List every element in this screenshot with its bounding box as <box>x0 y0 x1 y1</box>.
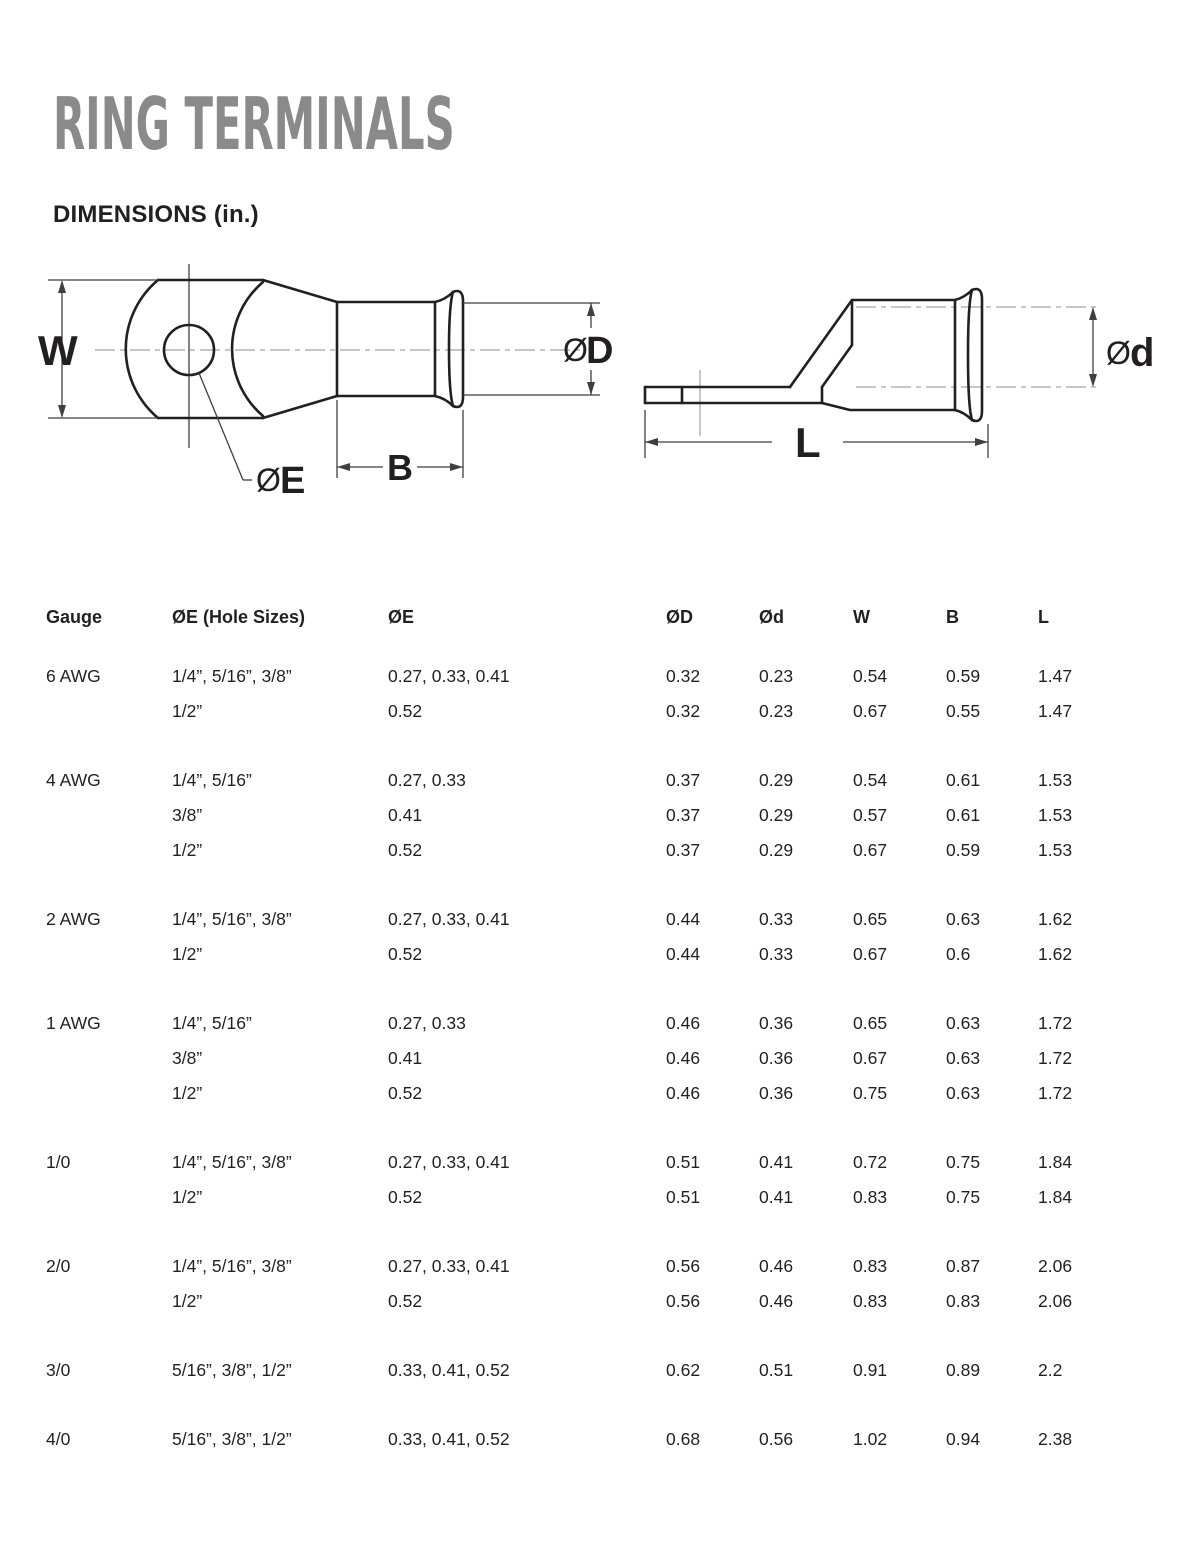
table-header-row <box>46 600 1196 635</box>
table-cell: 0.27, 0.33 <box>388 770 466 790</box>
gauge-group <box>46 1145 1196 1215</box>
table-cell: 0.56 <box>666 1256 701 1276</box>
table-header-cell: Gauge <box>46 607 103 627</box>
table-cell: 0.41 <box>388 1048 423 1068</box>
table-cell: 0.27, 0.33, 0.41 <box>388 666 510 686</box>
table-row <box>46 833 1196 868</box>
table-cell: 0.65 <box>853 1013 888 1033</box>
table-cell: 5/16”, 3/8”, 1/2” <box>172 1360 292 1380</box>
table-cell: 0.65 <box>853 909 888 929</box>
table-cell: 0.87 <box>946 1256 981 1276</box>
table-cell: 0.46 <box>759 1256 794 1276</box>
table-cell: 0.67 <box>853 701 888 721</box>
table-cell: 2.06 <box>1038 1256 1073 1276</box>
table-header-cell: B <box>946 607 959 627</box>
table-header-cell: ØD <box>666 607 693 627</box>
table-cell: 0.33 <box>759 909 794 929</box>
table-cell: 0.83 <box>853 1187 888 1207</box>
phi-symbol: Ø <box>1106 335 1131 371</box>
table-cell: 0.6 <box>946 944 971 964</box>
table-row <box>46 1284 1196 1319</box>
table-cell: 5/16”, 3/8”, 1/2” <box>172 1429 292 1449</box>
table-cell: 1.72 <box>1038 1083 1073 1103</box>
table-cell: 0.52 <box>388 701 423 721</box>
table-cell: 1.47 <box>1038 666 1073 686</box>
table-cell: 0.54 <box>853 770 888 790</box>
gauge-cell: 2 AWG <box>46 909 101 929</box>
table-cell: 1/4”, 5/16”, 3/8” <box>172 1256 292 1276</box>
table-cell: 0.75 <box>853 1083 888 1103</box>
table-cell: 0.59 <box>946 666 981 686</box>
table-row <box>46 694 1196 729</box>
table-cell: 0.83 <box>946 1291 981 1311</box>
gauge-group <box>46 1353 1196 1388</box>
hole-dimension-label: E <box>280 460 306 502</box>
table-cell: 0.51 <box>666 1187 701 1207</box>
section-heading: DIMENSIONS (in.) <box>53 201 259 228</box>
table-header-cell: ØE (Hole Sizes) <box>172 607 306 627</box>
table-spacer <box>46 635 1196 659</box>
table-cell: 0.51 <box>666 1152 701 1172</box>
table-cell: 0.94 <box>946 1429 981 1449</box>
table-cell: 1.53 <box>1038 840 1073 860</box>
table-cell: 3/8” <box>172 805 203 825</box>
table-cell: 0.67 <box>853 944 888 964</box>
l-dimension-label: L <box>795 419 821 466</box>
table-cell: 0.33, 0.41, 0.52 <box>388 1429 510 1449</box>
table-cell: 2.38 <box>1038 1429 1073 1449</box>
id-dimension-label: d <box>1130 331 1155 375</box>
gauge-group <box>46 763 1196 868</box>
table-cell: 0.41 <box>759 1187 794 1207</box>
table-cell: 0.61 <box>946 770 981 790</box>
gauge-cell: 3/0 <box>46 1360 71 1380</box>
table-row <box>46 1041 1196 1076</box>
table-header-cell: ØE <box>388 607 415 627</box>
table-cell: 0.44 <box>666 909 701 929</box>
gauge-cell: 2/0 <box>46 1256 71 1276</box>
table-cell: 0.23 <box>759 666 794 686</box>
table-cell: 0.72 <box>853 1152 888 1172</box>
table-row <box>46 798 1196 833</box>
phi-symbol: Ø <box>256 462 281 498</box>
table-cell: 0.63 <box>946 1013 981 1033</box>
table-cell: 0.36 <box>759 1013 794 1033</box>
od-dimension-label: D <box>586 330 614 372</box>
table-cell: 1.02 <box>853 1429 888 1449</box>
table-cell: 1.53 <box>1038 805 1073 825</box>
table-cell: 0.68 <box>666 1429 701 1449</box>
gauge-group <box>46 1006 1196 1111</box>
table-cell: 0.83 <box>853 1256 888 1276</box>
table-cell: 1.47 <box>1038 701 1073 721</box>
table-cell: 0.89 <box>946 1360 981 1380</box>
table-row <box>46 659 1196 694</box>
table-cell: 0.37 <box>666 770 701 790</box>
table-row <box>46 902 1196 937</box>
table-cell: 0.33, 0.41, 0.52 <box>388 1360 510 1380</box>
gauge-group <box>46 1422 1196 1457</box>
w-dimension-label: W <box>38 327 78 374</box>
table-cell: 0.52 <box>388 840 423 860</box>
table-cell: 3/8” <box>172 1048 203 1068</box>
table-cell: 0.46 <box>666 1013 701 1033</box>
table-cell: 0.27, 0.33, 0.41 <box>388 909 510 929</box>
table-cell: 1/4”, 5/16”, 3/8” <box>172 666 292 686</box>
table-row <box>46 937 1196 972</box>
table-cell: 2.06 <box>1038 1291 1073 1311</box>
table-cell: 1/2” <box>172 1291 203 1311</box>
gauge-cell: 1/0 <box>46 1152 71 1172</box>
gauge-cell: 6 AWG <box>46 666 101 686</box>
table-cell: 0.46 <box>666 1083 701 1103</box>
gauge-group <box>46 902 1196 972</box>
table-header-cell: W <box>853 607 870 627</box>
table-row <box>46 1145 1196 1180</box>
table-cell: 0.63 <box>946 909 981 929</box>
table-cell: 0.29 <box>759 805 794 825</box>
table-cell: 1.72 <box>1038 1048 1073 1068</box>
table-cell: 0.37 <box>666 840 701 860</box>
table-cell: 0.29 <box>759 770 794 790</box>
table-row <box>46 1006 1196 1041</box>
table-cell: 2.2 <box>1038 1360 1063 1380</box>
table-body <box>46 659 1196 1457</box>
table-row <box>46 1180 1196 1215</box>
table-cell: 0.91 <box>853 1360 888 1380</box>
table-cell: 0.52 <box>388 1187 423 1207</box>
table-header-cell: L <box>1038 607 1049 627</box>
table-cell: 0.63 <box>946 1048 981 1068</box>
table-cell: 0.55 <box>946 701 981 721</box>
b-dimension-label: B <box>387 447 413 488</box>
table-row <box>46 1422 1196 1457</box>
table-cell: 0.67 <box>853 840 888 860</box>
gauge-cell: 1 AWG <box>46 1013 101 1033</box>
table-cell: 1/2” <box>172 1187 203 1207</box>
table-cell: 0.67 <box>853 1048 888 1068</box>
table-cell: 0.27, 0.33, 0.41 <box>388 1152 510 1172</box>
table-row <box>46 1249 1196 1284</box>
table-cell: 1.53 <box>1038 770 1073 790</box>
table-cell: 1/4”, 5/16” <box>172 1013 252 1033</box>
table-cell: 0.56 <box>666 1291 701 1311</box>
table-cell: 1.62 <box>1038 944 1073 964</box>
table-cell: 0.41 <box>388 805 423 825</box>
table-cell: 0.57 <box>853 805 888 825</box>
table-cell: 0.62 <box>666 1360 701 1380</box>
table-cell: 1/4”, 5/16” <box>172 770 252 790</box>
table-cell: 1/2” <box>172 840 203 860</box>
table-cell: 0.32 <box>666 701 701 721</box>
table-cell: 0.33 <box>759 944 794 964</box>
table-cell: 0.83 <box>853 1291 888 1311</box>
table-cell: 0.36 <box>759 1083 794 1103</box>
table-cell: 0.41 <box>759 1152 794 1172</box>
table-cell: 1.84 <box>1038 1187 1073 1207</box>
gauge-group <box>46 1249 1196 1319</box>
table-cell: 0.36 <box>759 1048 794 1068</box>
table-cell: 0.75 <box>946 1152 981 1172</box>
table-cell: 1/2” <box>172 944 203 964</box>
table-cell: 0.32 <box>666 666 701 686</box>
table-cell: 0.46 <box>759 1291 794 1311</box>
table-cell: 0.27, 0.33, 0.41 <box>388 1256 510 1276</box>
gauge-cell: 4 AWG <box>46 770 101 790</box>
table-cell: 0.52 <box>388 1291 423 1311</box>
table-cell: 1/2” <box>172 1083 203 1103</box>
table-cell: 0.54 <box>853 666 888 686</box>
dimension-drawing <box>0 248 1200 513</box>
table-cell: 0.23 <box>759 701 794 721</box>
table-cell: 0.29 <box>759 840 794 860</box>
table-cell: 1/4”, 5/16”, 3/8” <box>172 909 292 929</box>
table-cell: 1/4”, 5/16”, 3/8” <box>172 1152 292 1172</box>
table-cell: 1/2” <box>172 701 203 721</box>
ring-terminal-side-view <box>645 289 1154 466</box>
table-cell: 1.72 <box>1038 1013 1073 1033</box>
table-cell: 0.37 <box>666 805 701 825</box>
table-cell: 1.62 <box>1038 909 1073 929</box>
gauge-group <box>46 659 1196 729</box>
table-cell: 0.46 <box>666 1048 701 1068</box>
table-header-cell: Ød <box>759 607 784 627</box>
table-cell: 0.27, 0.33 <box>388 1013 466 1033</box>
table-row <box>46 1076 1196 1111</box>
table-cell: 0.44 <box>666 944 701 964</box>
table-cell: 0.61 <box>946 805 981 825</box>
table-row <box>46 1353 1196 1388</box>
table-row <box>46 763 1196 798</box>
table-cell: 0.75 <box>946 1187 981 1207</box>
table-cell: 0.52 <box>388 1083 423 1103</box>
gauge-cell: 4/0 <box>46 1429 71 1449</box>
table-cell: 0.63 <box>946 1083 981 1103</box>
page-title: RING TERMINALS <box>53 82 455 166</box>
table-cell: 0.51 <box>759 1360 794 1380</box>
ring-terminal-top-view <box>38 264 613 502</box>
table-cell: 0.59 <box>946 840 981 860</box>
phi-symbol: Ø <box>563 332 588 368</box>
table-cell: 0.56 <box>759 1429 794 1449</box>
table-cell: 1.84 <box>1038 1152 1073 1172</box>
dimensions-table <box>46 600 1196 1491</box>
table-cell: 0.52 <box>388 944 423 964</box>
